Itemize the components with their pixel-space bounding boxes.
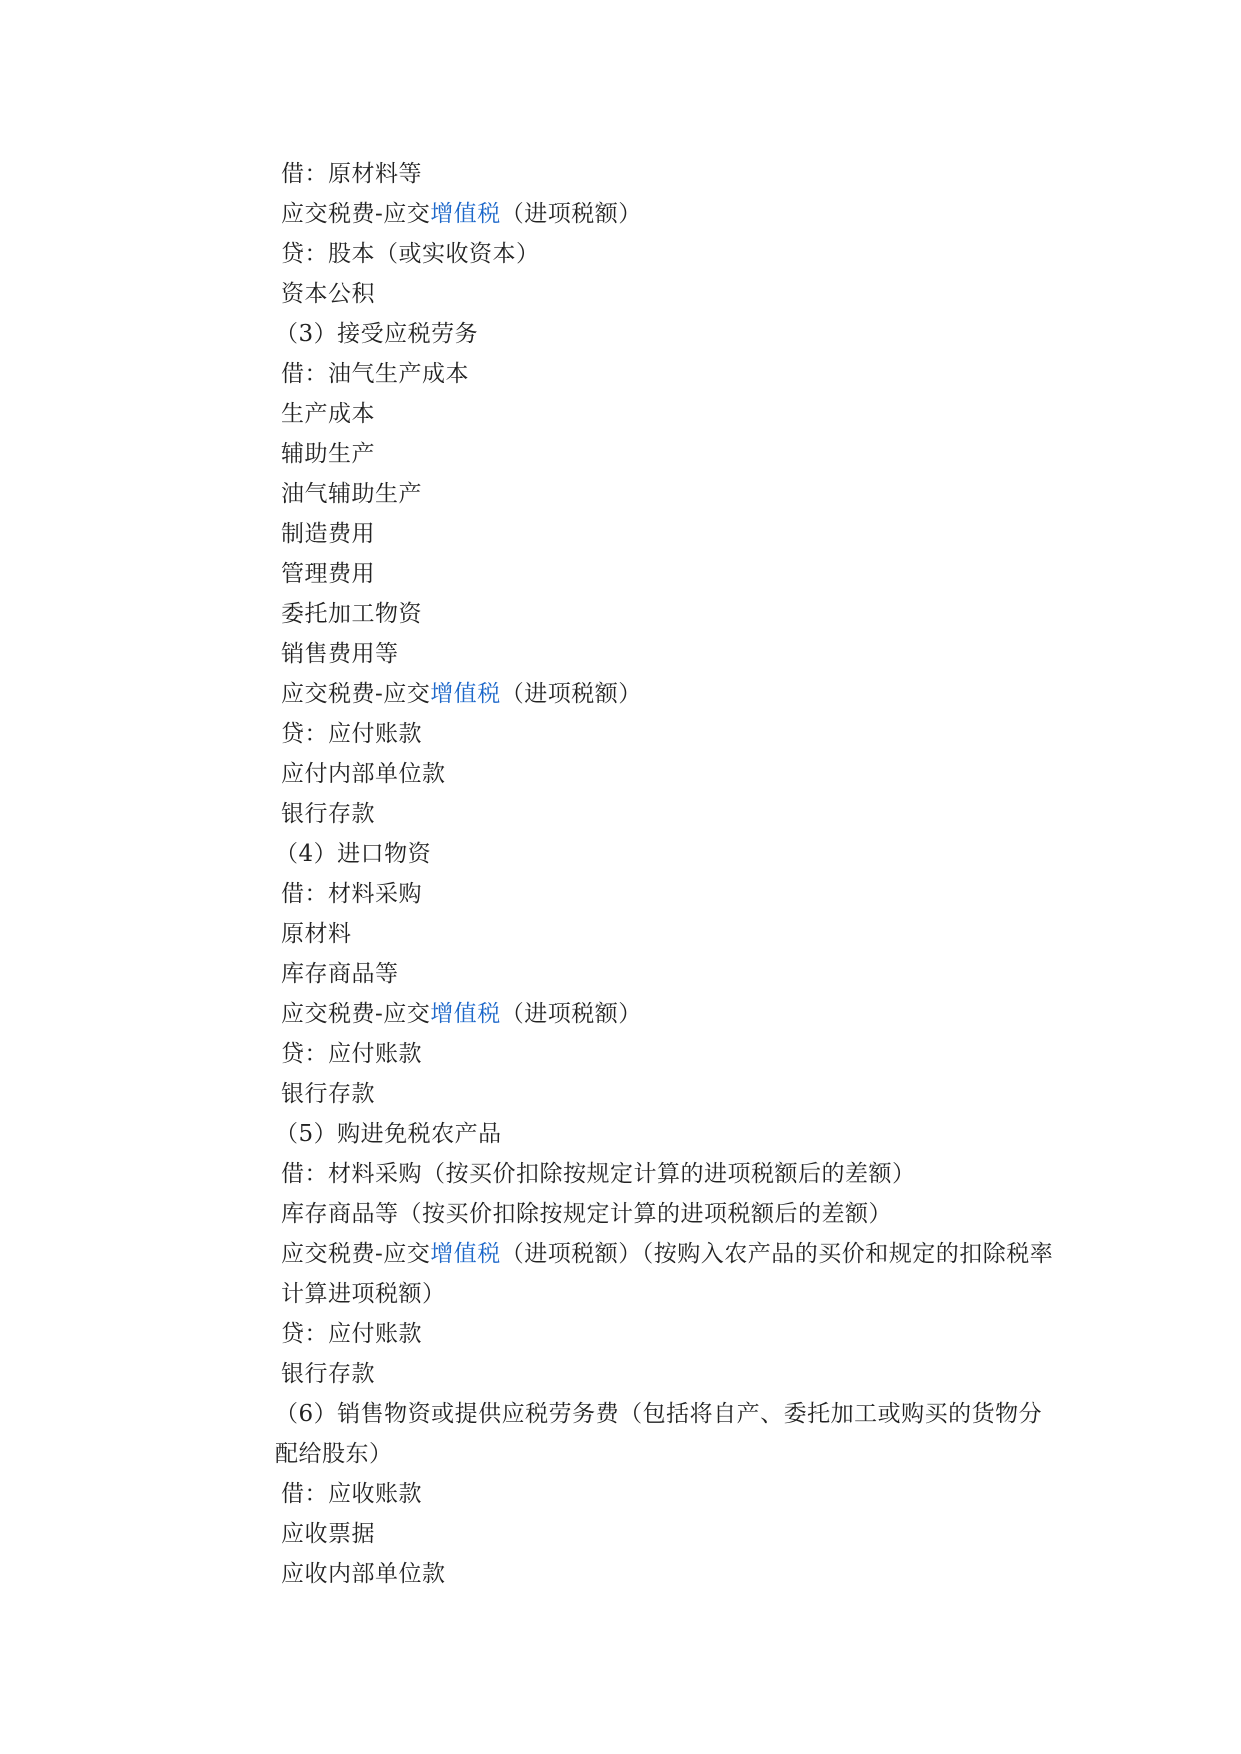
text-line: 原材料: [281, 921, 352, 947]
text-line: 贷：应付账款: [281, 1321, 422, 1347]
text-line: 银行存款: [281, 1361, 375, 1387]
text-line: 库存商品等（按买价扣除按规定计算的进项税额后的差额）: [281, 1201, 892, 1227]
text-line: 贷：应付账款: [281, 1041, 422, 1067]
text-segment: 应交税费-应交: [281, 681, 431, 707]
text-line: 借：应收账款: [281, 1481, 422, 1507]
text-line: 借：材料采购（按买价扣除按规定计算的进项税额后的差额）: [281, 1161, 916, 1187]
text-line: 银行存款: [281, 801, 375, 827]
text-segment: 应交税费-应交: [281, 1241, 431, 1267]
vat-link[interactable]: 增值税: [430, 1241, 501, 1267]
text-line: 应收票据: [281, 1521, 375, 1547]
section-heading: （5）购进免税农产品: [275, 1121, 502, 1147]
text-line: 生产成本: [281, 401, 375, 427]
section-heading: （3）接受应税劳务: [275, 321, 479, 347]
text-line: 应收内部单位款: [281, 1561, 446, 1587]
text-line: 银行存款: [281, 1081, 375, 1107]
text-line: 贷：股本（或实收资本）: [281, 241, 540, 267]
text-segment: 应交税费-应交: [281, 201, 431, 227]
text-line: [281, 1234, 1061, 1314]
text-segment: （进项税额）（按购入农产品的买价和规定的扣除税率计算进项税额）: [281, 1241, 1054, 1307]
text-segment: 应交税费-应交: [281, 1001, 431, 1027]
text-line: 库存商品等: [281, 961, 399, 987]
text-line: 销售费用等: [281, 641, 399, 667]
text-line: [281, 194, 1061, 234]
document-page: [275, 154, 1061, 1594]
text-line: 贷：应付账款: [281, 721, 422, 747]
text-line: 管理费用: [281, 561, 375, 587]
text-line: 应付内部单位款: [281, 761, 446, 787]
text-line: 委托加工物资: [281, 601, 422, 627]
text-line: 制造费用: [281, 521, 375, 547]
text-line: 借：材料采购: [281, 881, 422, 907]
text-segment: （进项税额）: [500, 1001, 642, 1027]
section-heading: （6）销售物资或提供应税劳务费（包括将自产、委托加工或购买的货物分配给股东）: [275, 1401, 1043, 1467]
text-line: 油气辅助生产: [281, 481, 422, 507]
text-line: [281, 994, 1061, 1034]
vat-link[interactable]: 增值税: [430, 201, 501, 227]
text-line: 借：油气生产成本: [281, 361, 469, 387]
vat-link[interactable]: 增值税: [430, 681, 501, 707]
text-line: 资本公积: [281, 281, 375, 307]
vat-link[interactable]: 增值税: [430, 1001, 501, 1027]
section-heading: （4）进口物资: [275, 841, 432, 867]
text-line: 借：原材料等: [281, 161, 422, 187]
text-line: 辅助生产: [281, 441, 375, 467]
text-segment: （进项税额）: [500, 681, 642, 707]
text-line: [281, 674, 1061, 714]
text-segment: （进项税额）: [500, 201, 642, 227]
